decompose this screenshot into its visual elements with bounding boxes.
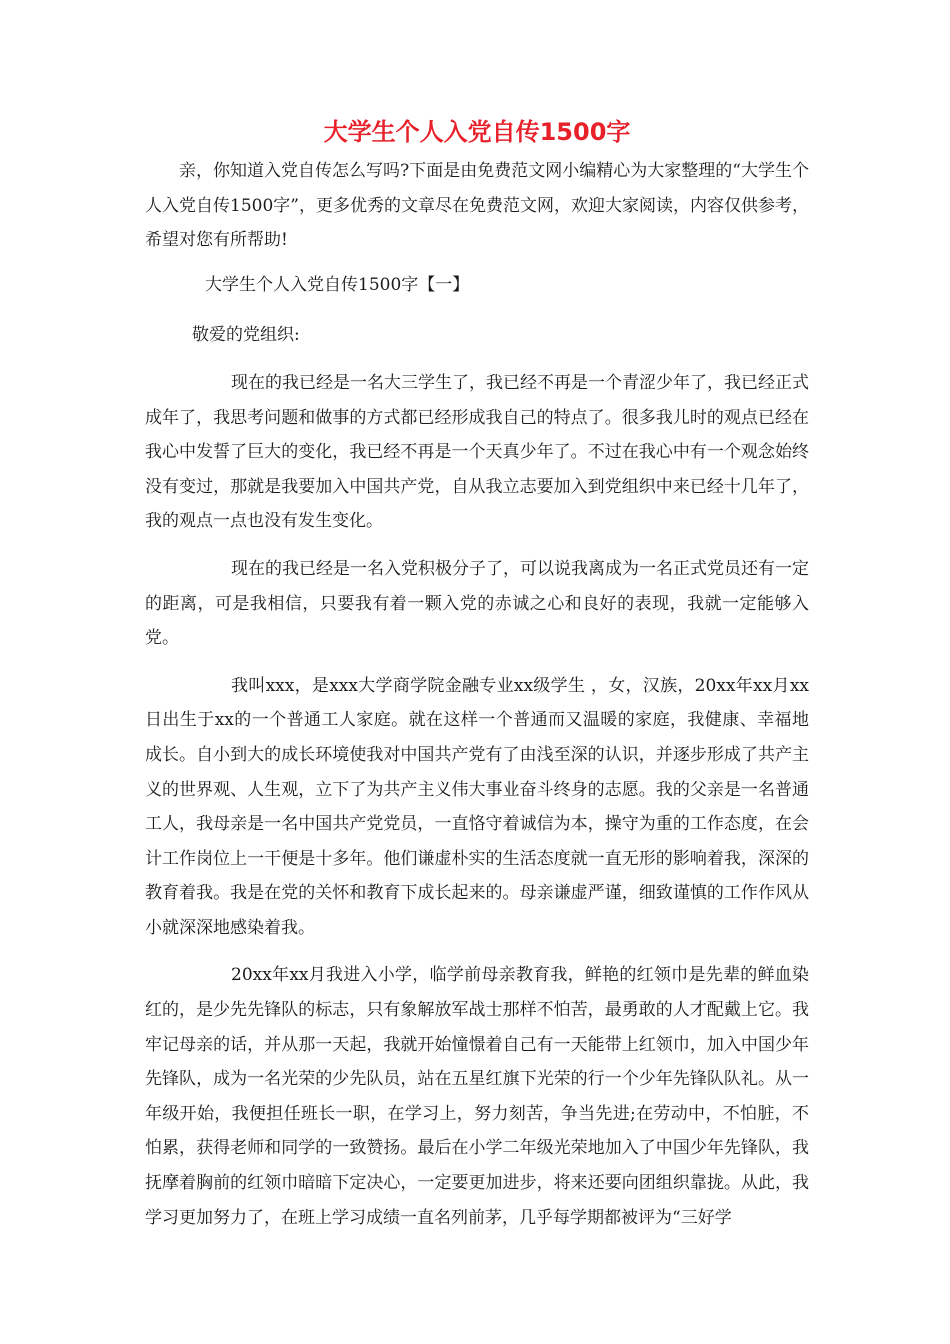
document-page [145, 110, 809, 1248]
section-heading: 大学生个人入党自传1500字【一】 [205, 274, 470, 295]
body-paragraph-2: 现在的我已经是一名入党积极分子了，可以说我离成为一名正式党员还有一定的距离，可是我相信，只要我有着一颗入党的赤诚之心和良好的表现，我就一定能够入党。 [145, 558, 809, 649]
body-paragraph-3: 我叫xxx，是xxx大学商学院金融专业xx级学生 ，女，汉族，20xx年xx月xx日出生于xx的一个普通工人家庭。就在这样一个普通而又温暖的家庭，我健康、幸福地成长。自小到大的成长环境使我对中国共产党有了由浅至深的认识，并逐步形成了共产主义的世界观、人生观，立下了为共产主义伟大事业奋斗终身的志愿。我的父亲是一名普通工人，我母亲是一名中国共产党党员，一直恪守着诚信为本，操守为重的工作态度，在会计工作岗位上一干便是十多年。他们谦虚朴实的生活态度就一直无形的影响着我，深深的教育着我。我是在党的关怀和教育下成长起来的。母亲谦虚严谨，细致谨慎的工作作风从小就深深地感染着我。 [145, 675, 809, 938]
body-paragraph-4: 20xx年xx月我进入小学，临学前母亲教育我，鲜艳的红领巾是先辈的鲜血染红的，是少先先锋队的标志，只有象解放军战士那样不怕苦，最勇敢的人才配戴上它。我牢记母亲的话，并从那一天起，我就开始憧憬着自己有一天能带上红领巾，加入中国少年先锋队，成为一名光荣的少先队员，站在五星红旗下光荣的行一个少年先锋队队礼。从一年级开始，我便担任班长一职，在学习上，努力刻苦，争当先进;在劳动中，不怕脏，不怕累，获得老师和同学的一致赞扬。最后在小学二年级光荣地加入了中国少年先锋队，我抚摩着胸前的红领巾暗暗下定决心，一定要更加进步，将来还要向团组织靠拢。从此，我学习更加努力了，在班上学习成绩一直名列前茅，几乎每学期都被评为“三好学 [145, 965, 809, 1228]
document-title: 大学生个人入党自传1500字 [323, 118, 631, 146]
intro-paragraph: 亲，你知道入党自传怎么写吗?下面是由免费范文网小编精心为大家整理的“大学生个人入党自传1500字”，更多优秀的文章尽在免费范文网，欢迎大家阅读，内容仅供参考，希望对您有所帮助! [145, 161, 809, 251]
salutation: 敬爱的党组织: [192, 325, 300, 346]
body-paragraph-1: 现在的我已经是一名大三学生了，我已经不再是一个青涩少年了，我已经正式成年了，我思考问题和做事的方式都已经形成我自己的特点了。很多我儿时的观点已经在我心中发誓了巨大的变化，我已经不再是一个天真少年了。不过在我心中有一个观念始终没有变过，那就是我要加入中国共产党，自从我立志要加入到党组织中来已经十几年了，我的观点一点也没有发生变化。 [145, 372, 809, 532]
